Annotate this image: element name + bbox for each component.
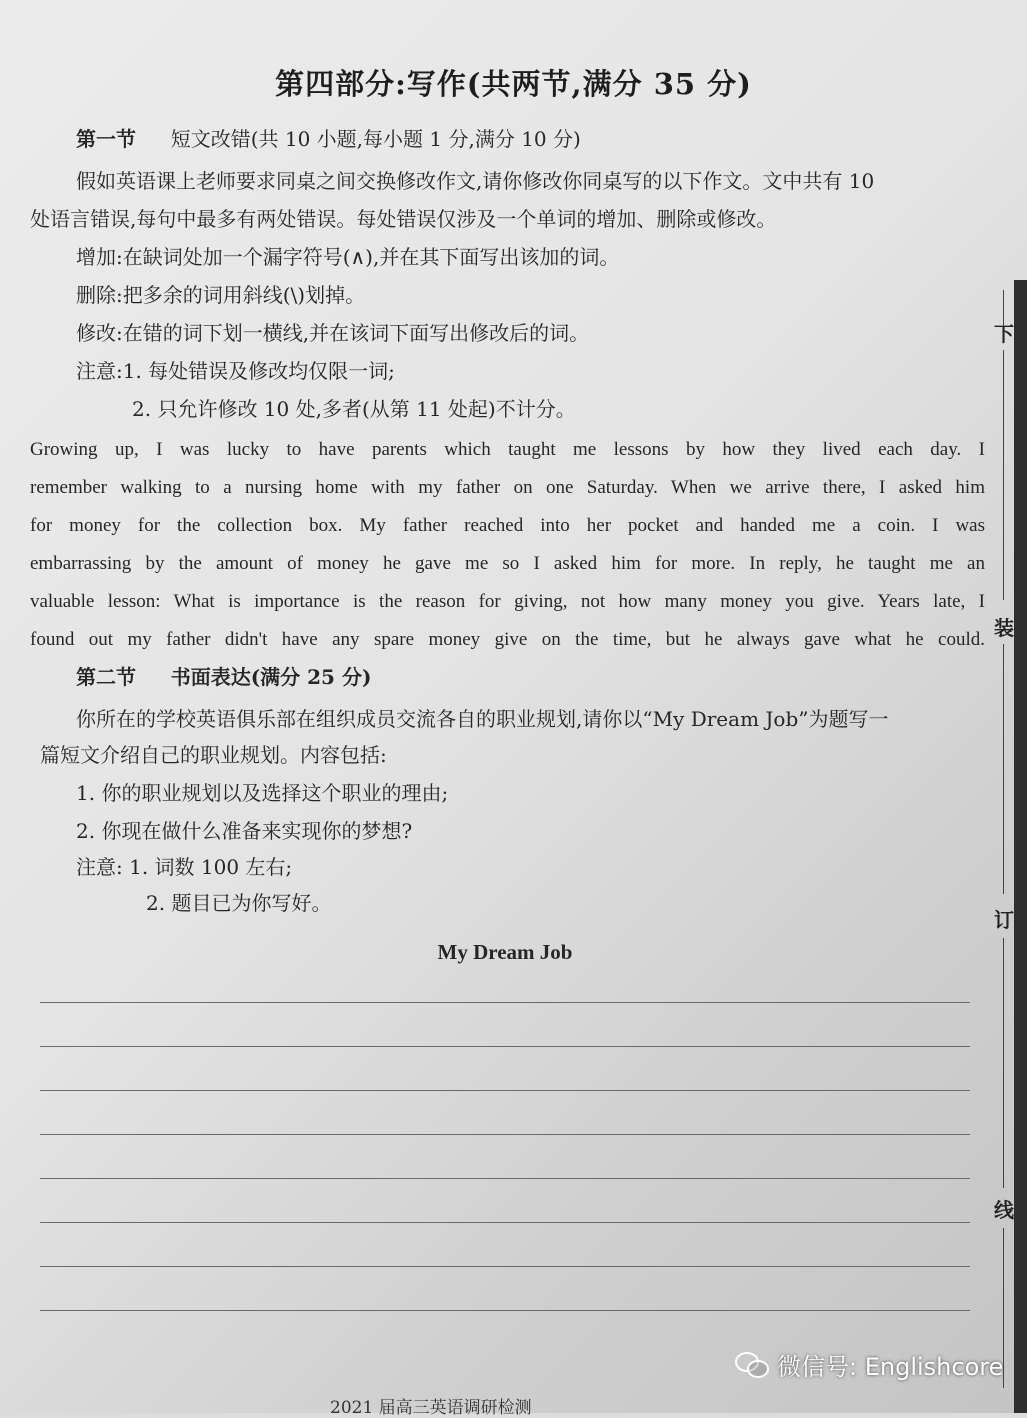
passage-line-2: remember walking to a nursing home with my father on one Saturday. When we arrive there, I asked him <box>30 477 985 498</box>
writing-line <box>40 1046 970 1047</box>
writing-line <box>40 1090 970 1091</box>
page-footer: 2021 届高三英语调研检测 <box>330 1398 532 1418</box>
part2-prompt-2: 篇短文介绍自己的职业规划。内容包括: <box>40 743 387 767</box>
writing-line <box>40 1002 970 1003</box>
page-edge-shadow <box>1014 280 1027 1413</box>
part2-heading-desc: 书面表达(满分 25 分) <box>170 665 372 689</box>
part2-note-1: 注意: 1. 词数 100 左右; <box>76 855 293 879</box>
binding-line-seg-4 <box>1003 938 1004 1188</box>
writing-title: My Dream Job <box>437 940 573 964</box>
part2-heading-label: 第二节 <box>76 665 136 689</box>
binding-line-seg-3 <box>1003 644 1004 894</box>
part1-heading-label: 第一节 <box>76 127 136 151</box>
part1-modify-rule: 修改:在错的词下划一横线,并在该词下面写出修改后的词。 <box>76 321 590 345</box>
watermark-text: 微信号: Englishcore <box>777 1352 1004 1381</box>
part2-item-1: 1. 你的职业规划以及选择这个职业的理由; <box>76 781 449 805</box>
part1-note-2: 2. 只允许修改 10 处,多者(从第 11 处起)不计分。 <box>132 397 576 421</box>
part2-item-2: 2. 你现在做什么准备来实现你的梦想? <box>76 819 413 843</box>
wechat-watermark <box>735 1344 1003 1384</box>
writing-line <box>40 1222 970 1223</box>
part1-delete-rule: 删除:把多余的词用斜线(\)划掉。 <box>76 283 366 307</box>
part1-instruction-2: 处语言错误,每句中最多有两处错误。每处错误仅涉及一个单词的增加、删除或修改。 <box>30 207 777 231</box>
part2-heading <box>76 664 991 690</box>
passage-line-4: embarrassing by the amount of money he gave me so I asked him for more. In reply, he taught me an <box>30 553 985 574</box>
part1-add-rule: 增加:在缺词处加一个漏字符号(∧),并在其下面写出该加的词。 <box>76 245 620 269</box>
writing-line <box>40 1266 970 1267</box>
part2-prompt-1: 你所在的学校英语俱乐部在组织成员交流各自的职业规划,请你以“My Dream Job”为题写一 <box>76 707 889 731</box>
passage-line-1: Growing up, I was lucky to have parents which taught me lessons by how they lived each day. I <box>30 439 985 460</box>
margin-char-4: 线 <box>994 1198 1014 1222</box>
part1-note-1: 注意:1. 每处错误及修改均仅限一词; <box>76 359 395 383</box>
passage-line-5: valuable lesson: What is importance is the reason for giving, not how many money you give. Years late, I <box>30 591 985 612</box>
margin-char-1: 下 <box>994 322 1014 346</box>
part1-instruction-1: 假如英语课上老师要求同桌之间交换修改作文,请你修改你同桌写的以下作文。文中共有 10 <box>76 169 875 193</box>
part1-heading-desc: 短文改错(共 10 小题,每小题 1 分,满分 10 分) <box>170 127 581 151</box>
passage-line-3: for money for the collection box. My father reached into her pocket and handed me a coin. I was <box>30 515 985 536</box>
writing-line <box>40 1134 970 1135</box>
part1-heading <box>76 126 991 152</box>
margin-char-2: 装 <box>994 616 1014 640</box>
binding-line-seg-2 <box>1003 350 1004 600</box>
margin-char-3: 订 <box>994 908 1014 932</box>
section-title: 第四部分:写作(共两节,满分 35 分) <box>275 67 752 101</box>
writing-line <box>40 1310 970 1311</box>
passage-line-6: found out my father didn't have any spare money give on the time, but he always gave what he could. <box>30 629 985 650</box>
wechat-icon <box>735 1350 769 1378</box>
writing-line <box>40 1178 970 1179</box>
part2-note-2: 2. 题目已为你写好。 <box>146 891 332 915</box>
